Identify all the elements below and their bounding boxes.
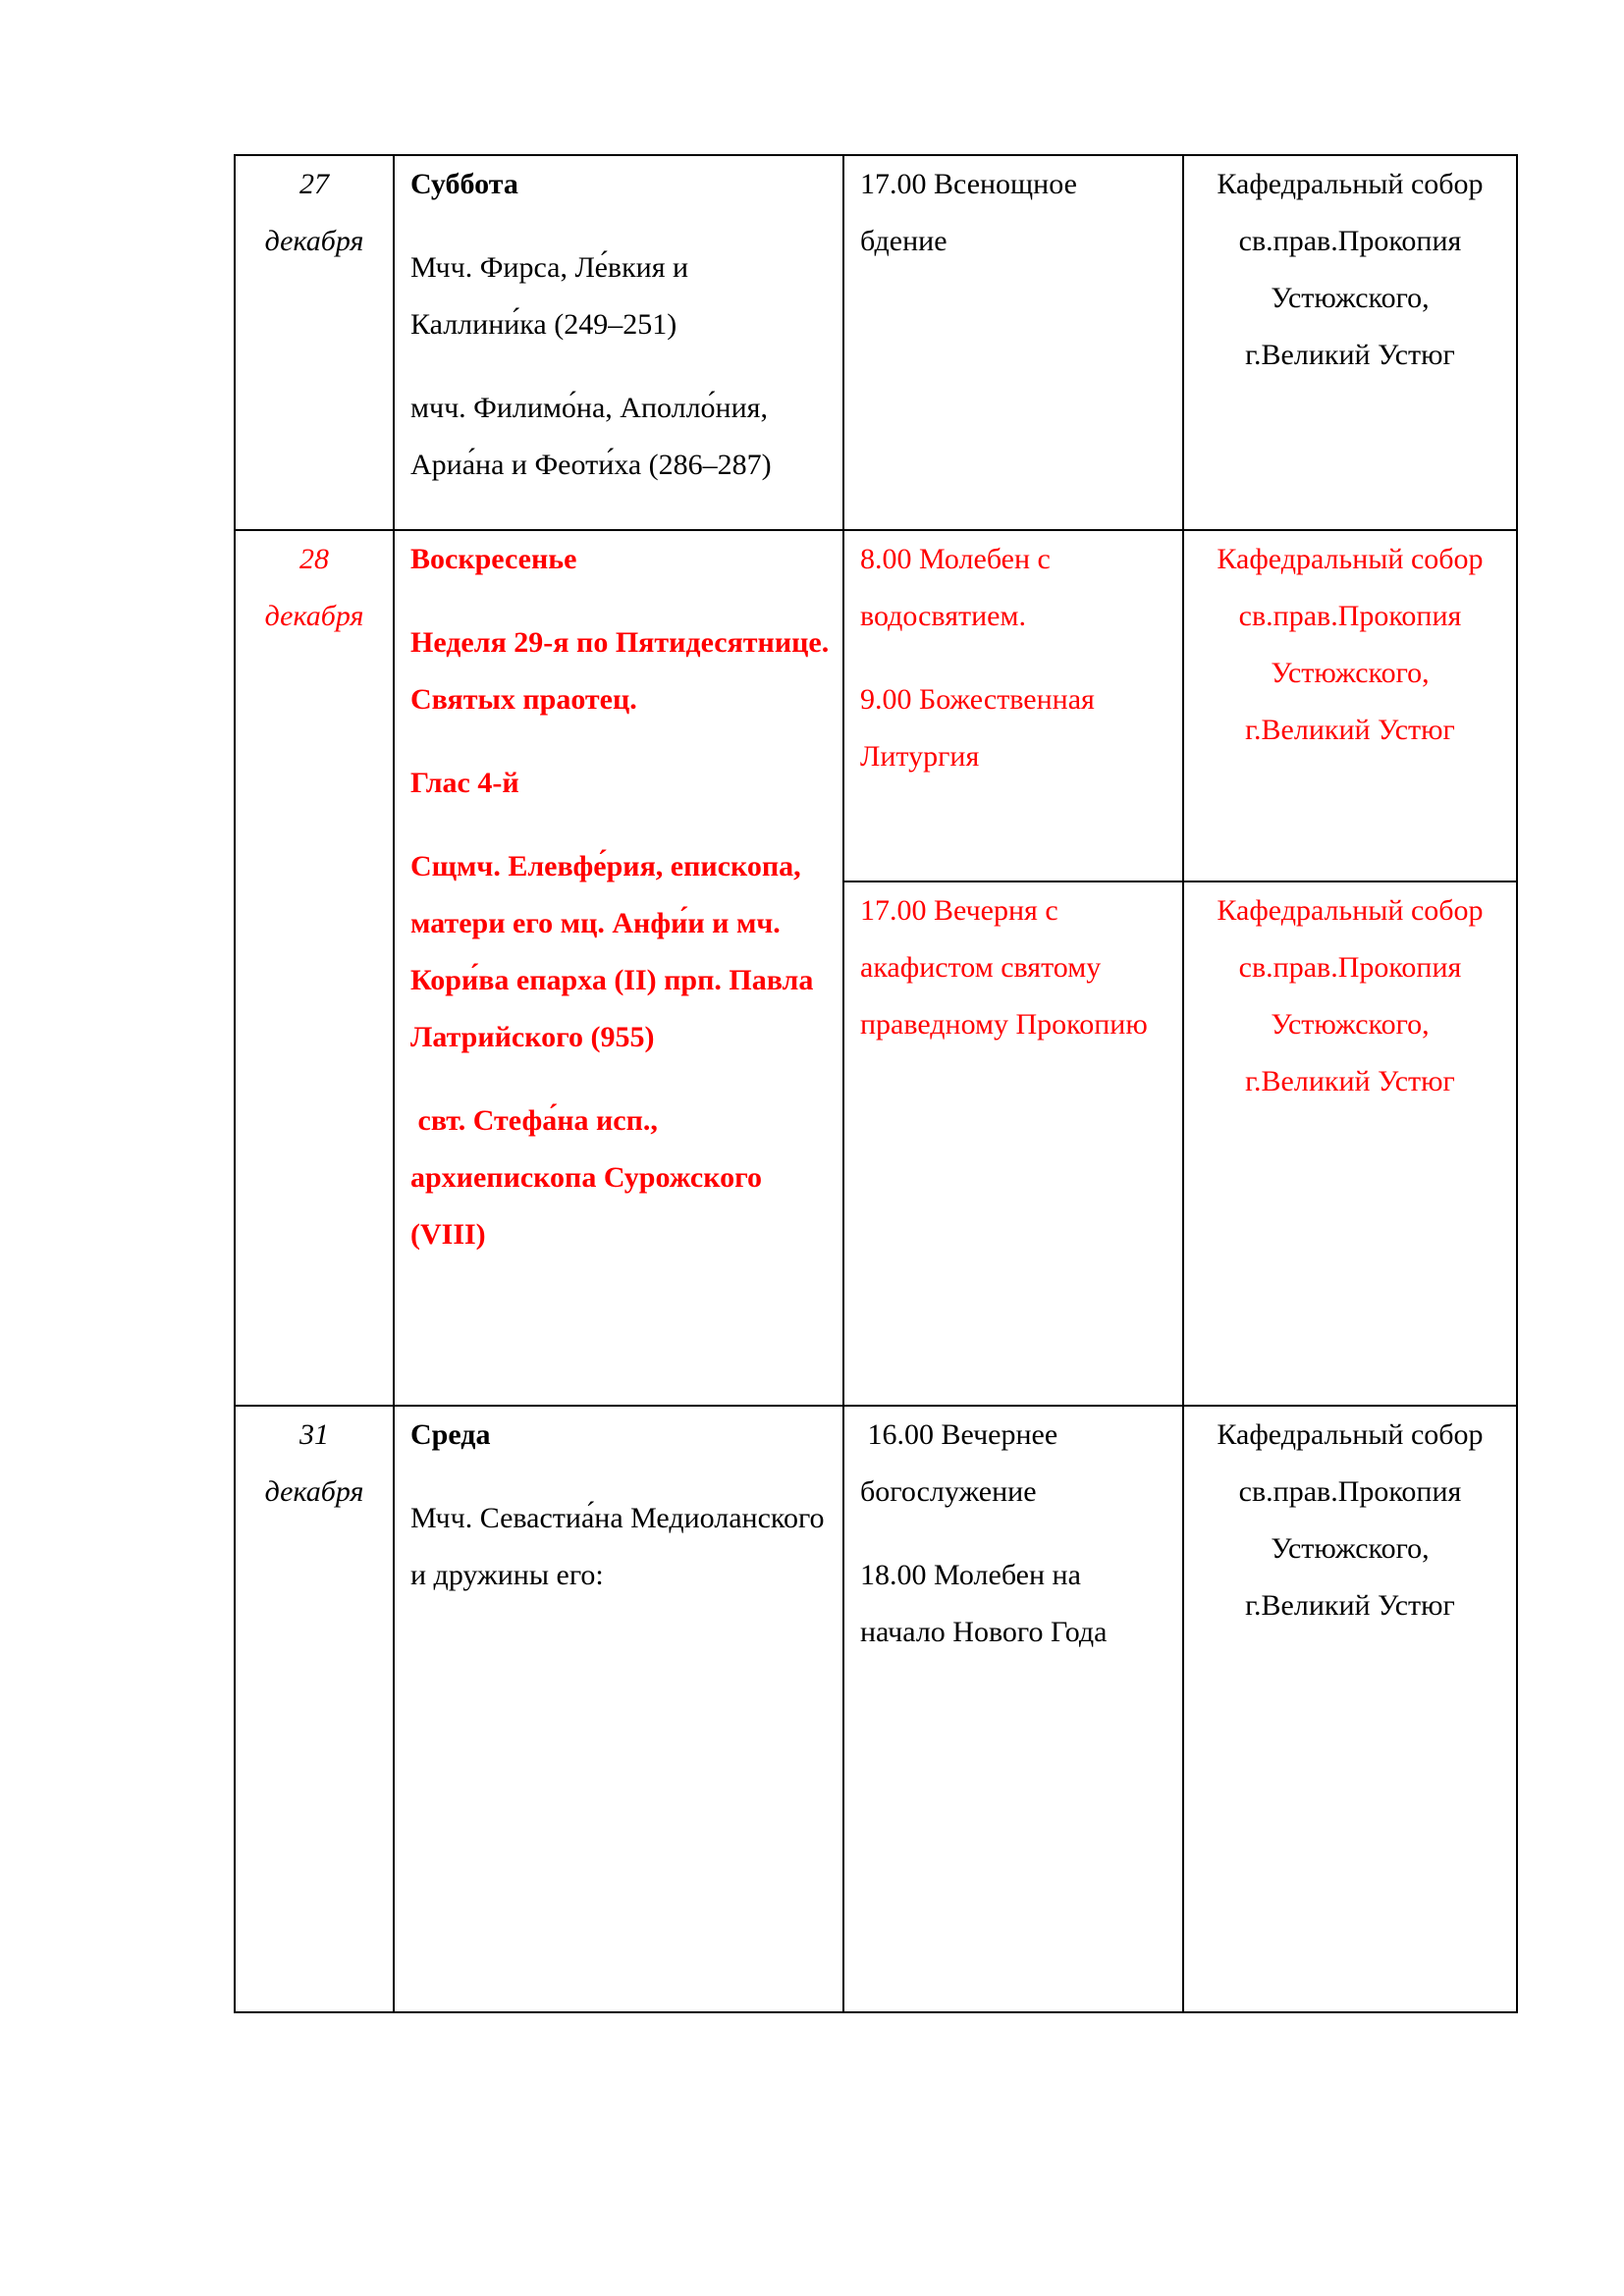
date-cell [235,155,394,530]
location-line: св.прав.Прокопия [1238,225,1462,257]
tone-text: Глас 4-й [410,767,519,799]
date-day: 27 [299,168,329,200]
table-row [235,1406,1517,2012]
date-month: декабря [264,600,364,632]
service-cell [843,881,1183,1406]
saints-text: Мчч. Севастиа́на Медиоланского и дружины его: [410,1502,825,1591]
location-line: г.Великий Устюг [1245,339,1455,371]
feast-title: Неделя 29-я по Пятидесятнице. Святых праотец. [410,626,830,716]
date-month: декабря [264,225,364,257]
description-cell [394,155,843,530]
location-line: Устюжского, [1271,282,1430,314]
location-cell [1183,155,1517,530]
weekday: Среда [410,1418,491,1451]
location-line: г.Великий Устюг [1245,714,1455,746]
saints-text: свт. Стефа́на исп., архиепископа Сурожского (VIII) [410,1104,770,1251]
location-cell [1183,1406,1517,2012]
schedule-table [234,154,1518,2013]
location-line: г.Великий Устюг [1245,1589,1455,1622]
service-cell [843,155,1183,530]
service-text: 17.00 Всенощное бдение [860,168,1077,257]
location-cell [1183,881,1517,1406]
service-text: 16.00 Вечернее богослужение [860,1418,1065,1508]
location-line: Кафедральный собор [1217,543,1484,575]
service-text: 9.00 Божественная Литургия [860,683,1095,773]
service-text: 8.00 Молебен с водосвятием. [860,543,1051,632]
service-text: 18.00 Молебен на начало Нового Года [860,1559,1108,1648]
date-day: 31 [299,1418,329,1451]
location-line: св.прав.Прокопия [1238,1475,1462,1508]
service-text: 17.00 Вечерня с акафистом святому праведному Прокопию [860,894,1148,1041]
date-cell [235,1406,394,2012]
weekday: Воскресенье [410,543,577,575]
saints-text: Мчч. Фирса, Ле́вкия и Каллини́ка (249–251) [410,251,689,341]
weekday: Суббота [410,168,518,200]
date-month: декабря [264,1475,364,1508]
location-cell [1183,530,1517,881]
date-day: 28 [299,543,329,575]
description-cell [394,1406,843,2012]
saints-text: мчч. Филимо́на, Аполло́ния, Ариа́на и Феоти́ха (286–287) [410,392,772,481]
location-line: Кафедральный собор [1217,894,1484,927]
location-line: Устюжского, [1271,1532,1430,1565]
table-row [235,155,1517,530]
saints-text: Сщмч. Елевфе́рия, епископа, матери его мц. Анфи́и и мч. Кори́ва епарха (II) прп. Павла Латрийского (955) [410,850,814,1053]
location-line: г.Великий Устюг [1245,1065,1455,1097]
location-line: св.прав.Прокопия [1238,600,1462,632]
location-line: Устюжского, [1271,1008,1430,1041]
location-line: Устюжского, [1271,657,1430,689]
service-cell [843,1406,1183,2012]
table-row [235,530,1517,881]
service-cell [843,530,1183,881]
location-line: Кафедральный собор [1217,1418,1484,1451]
date-cell [235,530,394,1406]
location-line: св.прав.Прокопия [1238,951,1462,984]
location-line: Кафедральный собор [1217,168,1484,200]
description-cell [394,530,843,1406]
